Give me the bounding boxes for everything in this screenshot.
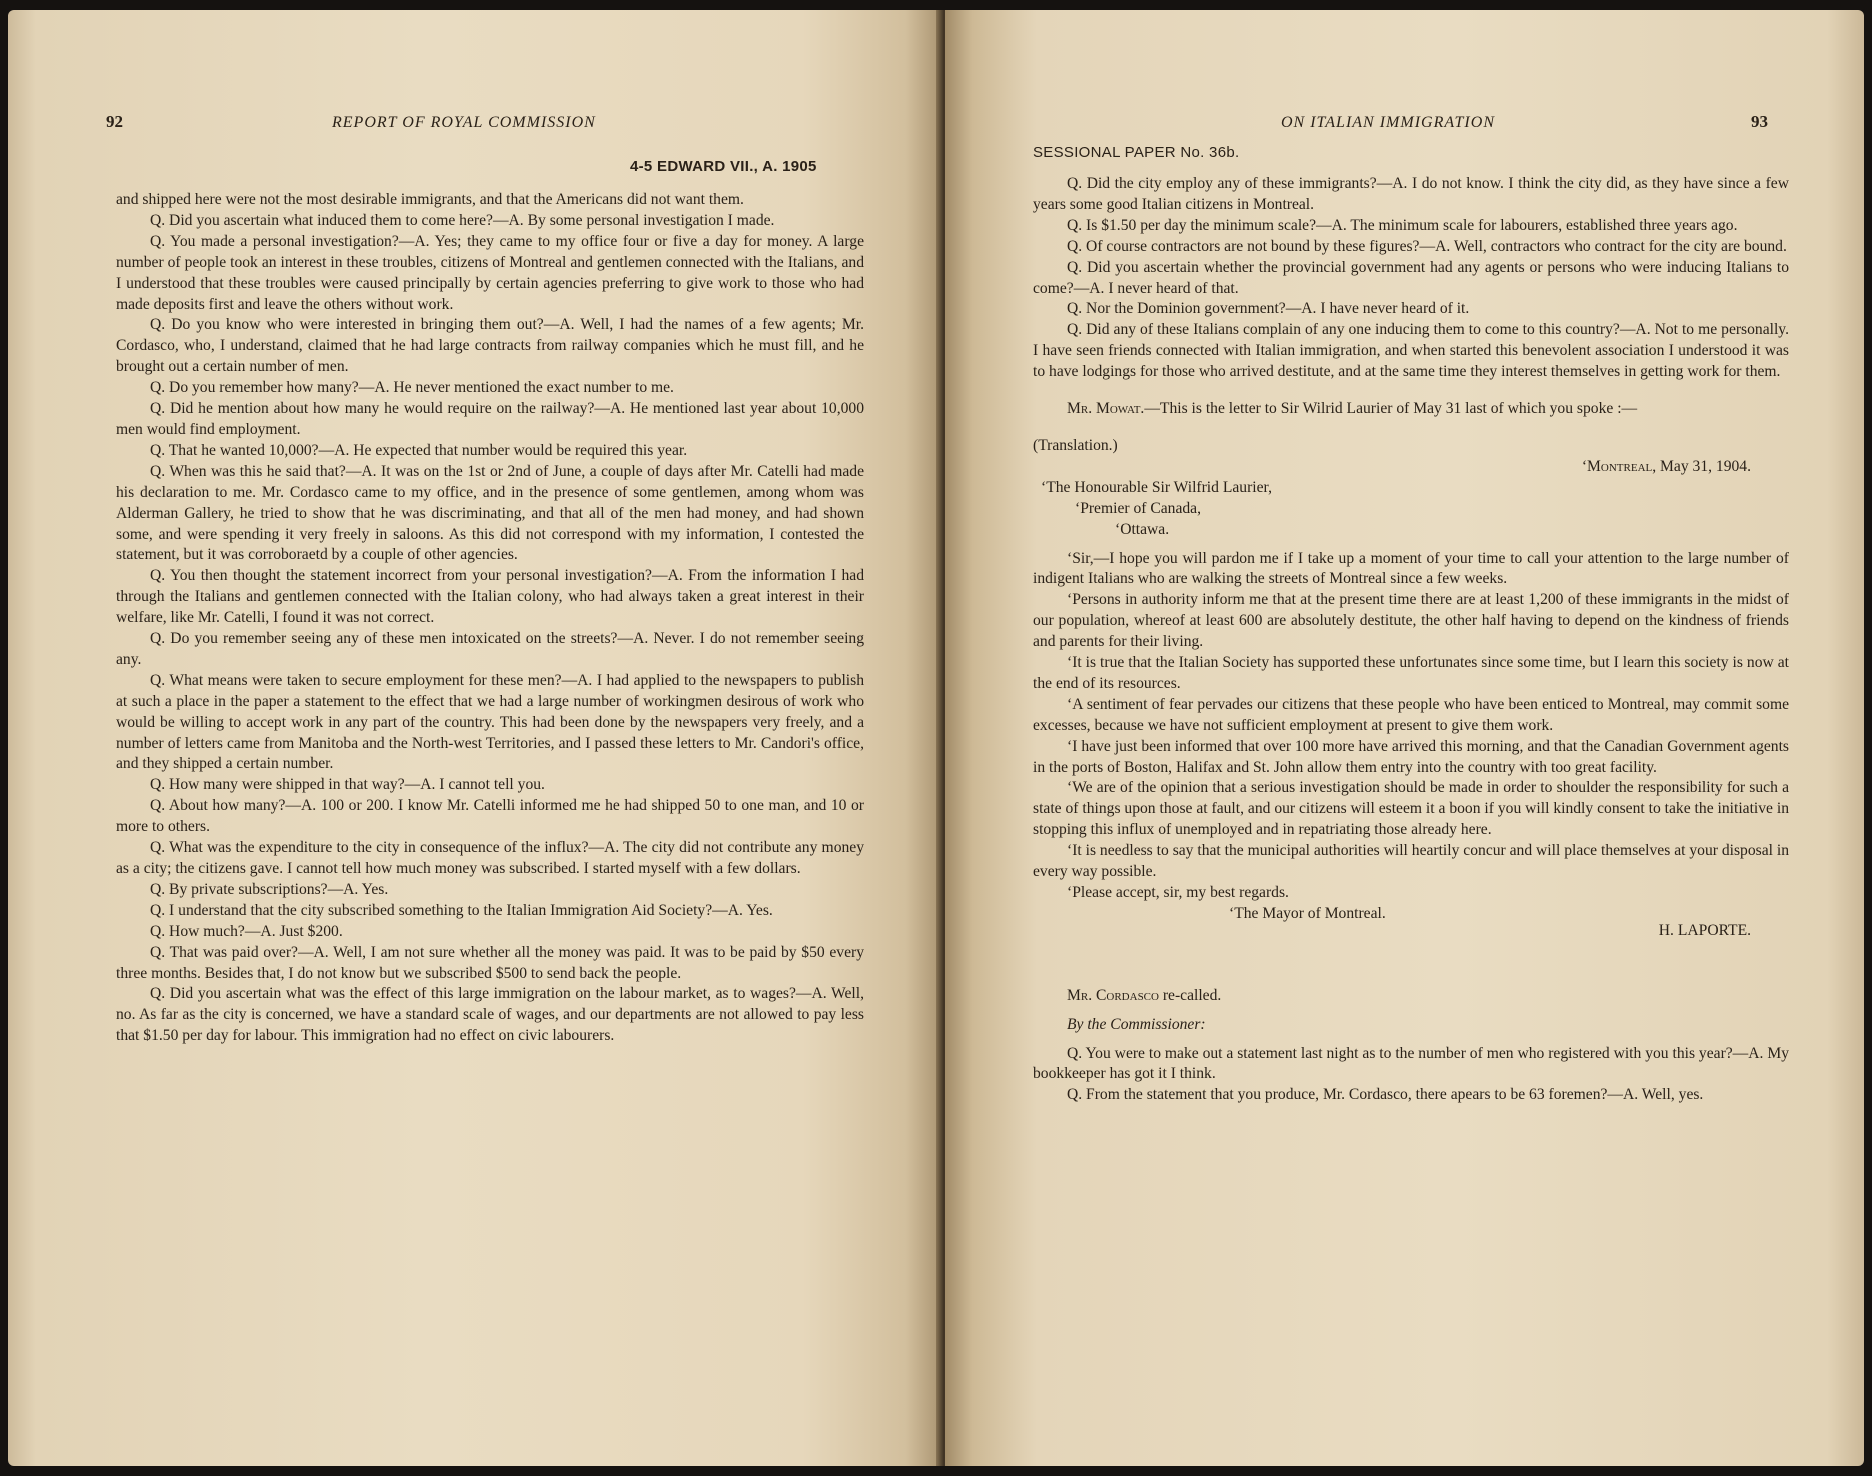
- paragraph: Q. When was this he said that?—A. It was on the 1st or 2nd of June, a couple of days after Mr. Catelli had made his declaration to me. Mr. Cordasco came to my office, and in the presence of some gentlemen, among whom was Alderman Gallery, he tried to show that he was discriminating, and that all of the men had money, and had shown some, and were spending it very freely in saloons. As this did not correspond with my information, I contested the statement, but it was corroboraetd by a couple of other agencies.: [116, 462, 864, 564]
- spacer: [1033, 383, 1789, 399]
- spacer: [1033, 541, 1789, 549]
- right-page: [945, 10, 1864, 1466]
- right-body-text: [1033, 174, 1789, 1106]
- recalled-line: [1033, 986, 1789, 1007]
- running-head: REPORT OF ROYAL COMMISSION: [332, 114, 596, 131]
- spacer: [1033, 1036, 1789, 1044]
- paragraph: Q. You were to make out a statement last night as to the number of men who registered with you this year?—A. My bookkeeper has got it I think.: [1033, 1044, 1789, 1083]
- statement-text: —This is the letter to Sir Wilrid Laurier of May 31 last of which you spoke :—: [1144, 400, 1638, 418]
- letter-date: May 31, 1904.: [1656, 457, 1751, 475]
- paragraph: Q. I understand that the city subscribed something to the Italian Immigration Aid Society?—A. Yes.: [150, 901, 773, 919]
- left-page: [8, 10, 943, 1466]
- paragraph: Q. Did you ascertain whether the provincial government had any agents or persons who were inducing Italians to come?—A. I never heard of that.: [1033, 258, 1789, 297]
- letter-place: ‘Montreal,: [1581, 457, 1657, 475]
- paragraph: Q. Did the city employ any of these immigrants?—A. I do not know. I think the city did, as they have since a few years some good Italian citizens in Montreal.: [1033, 175, 1789, 213]
- running-head: ON ITALIAN IMMIGRATION: [1281, 114, 1495, 131]
- edition-line: 4-5 EDWARD VII., A. 1905: [630, 158, 817, 175]
- paragraph: Q. Is $1.50 per day the minimum scale?—A. The minimum scale for labourers, established three years ago.: [1067, 216, 1738, 234]
- paragraph: Q. By private subscriptions?—A. Yes.: [150, 880, 389, 898]
- paragraph: Q. Did he mention about how many he would require on the railway?—A. He mentioned last year about 10,000 men would find employment.: [116, 400, 864, 438]
- letter-paragraph: ‘We are of the opinion that a serious investigation should be made in order to shoulder the responsibility for such a state of things upon those at fault, and our citizens will esteem it a boon if you will kindly consent to take the initiative in stopping this influx of unemployed and in repatriating those already here.: [1033, 779, 1789, 839]
- spacer: [1033, 942, 1789, 986]
- paragraph: Q. How many were shipped in that way?—A. I cannot tell you.: [150, 776, 545, 794]
- translation-note: (Translation.): [1033, 436, 1118, 454]
- letter-paragraph: ‘Persons in authority inform me that at the present time there are at least 1,200 of these immigrants in the midst of our population, whereof at least 600 are absolutely destitute, the other half having to depend on the kindness of friends and parents for their living.: [1033, 591, 1789, 651]
- paragraph: Q. You made a personal investigation?—A. Yes; they came to my office four or five a day for money. A large number of people took an interest in these troubles, citizens of Montreal and gentlemen connected with the Italians, and I understood that these troubles were caused principally by certain agencies preferring to give work to those who had made deposits first and leave the others without work.: [116, 232, 864, 313]
- examiner-heading: By the Commissioner:: [1067, 1015, 1206, 1033]
- paragraph: Q. From the statement that you produce, Mr. Cordasco, there apears to be 63 foremen?—A. Well, yes.: [1067, 1086, 1704, 1104]
- letter-dateline: [1033, 457, 1789, 478]
- speaker-name: Mr. Mowat.: [1067, 400, 1145, 418]
- paragraph: Q. What means were taken to secure employment for these men?—A. I had applied to the newspapers to publish at such a place in the paper a statement to the effect that we had a large number of workingmen desirous of work who would be willing to accept work in any part of the country. This had been done by the newspapers very freely, and a number of letters came from Manitoba and the North-west Territories, and I passed these letters to Mr. Candori's office, and they shipped a certain number.: [116, 671, 864, 773]
- book-spread: [8, 10, 1864, 1466]
- paragraph: Q. About how many?—A. 100 or 200. I know Mr. Catelli informed me he had shipped 50 to one man, and 10 or more to others.: [116, 797, 864, 836]
- paragraph: Q. What was the expenditure to the city in consequence of the influx?—A. The city did not contribute any money as a city; the citizens gave. I cannot tell how much money was subscribed. I started myself with a few dollars.: [116, 839, 864, 877]
- letter-paragraph: ‘Please accept, sir, my best regards.: [1067, 884, 1289, 901]
- paragraph: Q. You then thought the statement incorrect from your personal investigation?—A. From the information I had through the Italians and gentlemen connected with the Italian colony, who had always taken a great interest in their welfare, like Mr. Catelli, I found it was not correct.: [116, 567, 864, 627]
- letter-addressee: ‘Premier of Canada,: [1075, 499, 1201, 517]
- recalled-text: re-called.: [1158, 986, 1222, 1004]
- letter-paragraph: ‘It is true that the Italian Society has supported these unfortunates since some time, but I learn this society is now at the end of its resources.: [1033, 654, 1789, 692]
- page-number: 92: [106, 112, 123, 131]
- witness-name: Mr. Cordasco: [1067, 986, 1159, 1004]
- spacer: [1033, 420, 1789, 436]
- paragraph: Q. Did you ascertain what was the effect of this large immigration on the labour market, as to wages?—A. Well, no. As far as the city is concerned, we have a standard scale of wages, and our departments are not allowed to pay less that $1.50 per day for labour. This immigration had no effect on civic labourers.: [116, 985, 864, 1045]
- mowat-statement: [1033, 399, 1789, 420]
- letter-paragraph: ‘A sentiment of fear pervades our citizens that these people who have been enticed to Montreal, may commit some excesses, because we have not sufficient employment at present to give them work.: [1033, 695, 1789, 734]
- paragraph: Q. That he wanted 10,000?—A. He expected that number would be required this year.: [150, 441, 688, 459]
- sessional-paper-line: SESSIONAL PAPER No. 36b.: [1033, 144, 1240, 161]
- paragraph: Q. Did any of these Italians complain of any one inducing them to come to this country?—A. Not to me personally. I have seen friends connected with Italian immigration, and when started this benevolent association I understood it was to have lodgings for those who arrived destitute, and at the same time they interest themselves in getting work for them.: [1033, 321, 1789, 381]
- spacer: [1033, 1007, 1789, 1015]
- paragraph: Q. Did you ascertain what induced them to come here?—A. By some personal investigation I made.: [150, 211, 775, 229]
- paragraph: Q. Do you remember seeing any of these men intoxicated on the streets?—A. Never. I do not remember seeing any.: [116, 630, 864, 668]
- page-number: 93: [1751, 112, 1768, 131]
- letter-paragraph: ‘I have just been informed that over 100 more have arrived this morning, and that the Canadian Government agents in the ports of Boston, Halifax and St. John allow them entry into the country with too great facility.: [1033, 737, 1789, 776]
- letter-addressee: ‘Ottawa.: [1115, 520, 1170, 538]
- paragraph: Q. Nor the Dominion government?—A. I have never heard of it.: [1067, 300, 1470, 318]
- letter-closing: ‘The Mayor of Montreal.: [1229, 904, 1386, 922]
- left-body-text: [116, 190, 864, 1047]
- paragraph: Q. How much?—A. Just $200.: [150, 922, 343, 940]
- paragraph: Q. That was paid over?—A. Well, I am not sure whether all the money was paid. It was to be paid by $50 every three months. Besides that, I do not know but we subscribed $500 to send back the people.: [116, 943, 864, 982]
- letter-addressee: ‘The Honourable Sir Wilfrid Laurier,: [1041, 478, 1272, 496]
- paragraph: Q. Do you remember how many?—A. He never mentioned the exact number to me.: [150, 379, 674, 397]
- letter-paragraph: ‘Sir,—I hope you will pardon me if I take up a moment of your time to call your attention to the large number of indigent Italians who are walking the streets of Montreal since a few weeks.: [1033, 549, 1789, 588]
- paragraph: and shipped here were not the most desirable immigrants, and that the Americans did not want them.: [116, 191, 744, 208]
- paragraph: Q. Of course contractors are not bound by these figures?—A. Well, contractors who contract for the city are bound.: [1067, 237, 1787, 255]
- paragraph: Q. Do you know who were interested in bringing them out?—A. Well, I had the names of a few agents; Mr. Cordasco, who, I understand, claimed that he had large contracts from railway companies which he must fill, and he brought out a certain number of men.: [116, 316, 864, 376]
- letter-paragraph: ‘It is needless to say that the municipal authorities will heartily concur and will place themselves at your disposal in every way possible.: [1033, 842, 1789, 881]
- letter-signature: H. LAPORTE.: [1658, 921, 1751, 939]
